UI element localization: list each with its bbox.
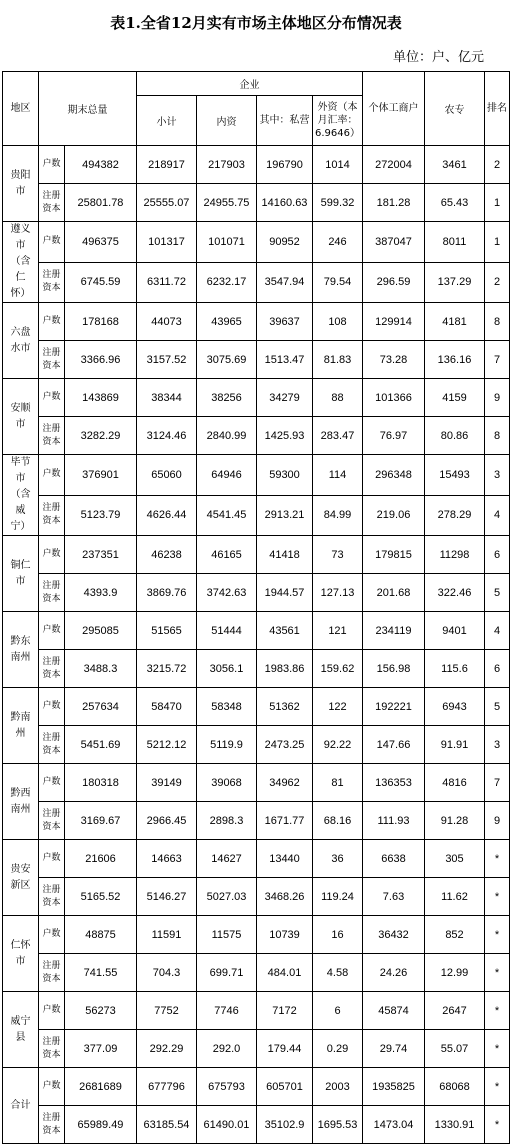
value-cell: 45874 xyxy=(363,992,425,1030)
header-rank: 排名 xyxy=(485,72,510,146)
table-row xyxy=(3,536,510,574)
page-title: 表1.全省12月实有市场主体地区分布情况表 xyxy=(110,14,402,32)
header-enterprise: 企业 xyxy=(137,72,363,96)
value-cell: 51362 xyxy=(257,688,313,726)
value-cell: 237351 xyxy=(65,536,137,574)
rank-cell: 6 xyxy=(485,536,510,574)
value-cell: 21606 xyxy=(65,840,137,878)
rank-cell: * xyxy=(485,840,510,878)
row-type-households: 户数 xyxy=(39,455,65,496)
row-type-households: 户数 xyxy=(39,916,65,954)
rank-cell: 4 xyxy=(485,495,510,536)
value-cell: 119.24 xyxy=(313,878,363,916)
rank-cell: 7 xyxy=(485,764,510,802)
value-cell: 11298 xyxy=(425,536,485,574)
value-cell: 3461 xyxy=(425,146,485,184)
value-cell: 387047 xyxy=(363,222,425,263)
value-cell: 322.46 xyxy=(425,574,485,612)
value-cell: 14627 xyxy=(197,840,257,878)
value-cell: 24.26 xyxy=(363,954,425,992)
row-type-capital: 注册资本 xyxy=(39,574,65,612)
value-cell: 5451.69 xyxy=(65,726,137,764)
row-type-households: 户数 xyxy=(39,688,65,726)
value-cell: 59300 xyxy=(257,455,313,496)
value-cell: 2913.21 xyxy=(257,495,313,536)
row-type-households: 户数 xyxy=(39,1068,65,1106)
value-cell: 9401 xyxy=(425,612,485,650)
region-name: 贵安新区 xyxy=(3,840,39,916)
value-cell: 6232.17 xyxy=(197,262,257,303)
value-cell: 4541.45 xyxy=(197,495,257,536)
value-cell: 852 xyxy=(425,916,485,954)
value-cell: 6 xyxy=(313,992,363,1030)
value-cell: 4626.44 xyxy=(137,495,197,536)
value-cell: 283.47 xyxy=(313,417,363,455)
value-cell: 43965 xyxy=(197,303,257,341)
row-type-households: 户数 xyxy=(39,764,65,802)
table-row xyxy=(3,726,510,764)
value-cell: 218917 xyxy=(137,146,197,184)
value-cell: 43561 xyxy=(257,612,313,650)
value-cell: 5212.12 xyxy=(137,726,197,764)
value-cell: 1944.57 xyxy=(257,574,313,612)
header-subtotal: 小计 xyxy=(137,96,197,146)
region-name: 毕节市（含威宁） xyxy=(3,455,39,536)
table-row xyxy=(3,146,510,184)
rank-cell: 5 xyxy=(485,688,510,726)
value-cell: 272004 xyxy=(363,146,425,184)
value-cell: 10739 xyxy=(257,916,313,954)
table-row xyxy=(3,574,510,612)
value-cell: 180318 xyxy=(65,764,137,802)
value-cell: 101366 xyxy=(363,379,425,417)
value-cell: 5123.79 xyxy=(65,495,137,536)
value-cell: 11575 xyxy=(197,916,257,954)
value-cell: 114 xyxy=(313,455,363,496)
value-cell: 219.06 xyxy=(363,495,425,536)
value-cell: 108 xyxy=(313,303,363,341)
row-type-capital: 注册资本 xyxy=(39,1106,65,1144)
value-cell: 179815 xyxy=(363,536,425,574)
value-cell: 2898.3 xyxy=(197,802,257,840)
value-cell: 51565 xyxy=(137,612,197,650)
value-cell: 1513.47 xyxy=(257,341,313,379)
rank-cell: 7 xyxy=(485,341,510,379)
value-cell: 3742.63 xyxy=(197,574,257,612)
value-cell: 65989.49 xyxy=(65,1106,137,1144)
value-cell: 7.63 xyxy=(363,878,425,916)
region-name: 威宁县 xyxy=(3,992,39,1068)
value-cell: 6638 xyxy=(363,840,425,878)
table-row xyxy=(3,303,510,341)
header-foreign: 外资（本月汇率：6.9646） xyxy=(313,96,363,146)
value-cell: 65.43 xyxy=(425,184,485,222)
value-cell: 4159 xyxy=(425,379,485,417)
table-row xyxy=(3,878,510,916)
value-cell: 1330.91 xyxy=(425,1106,485,1144)
value-cell: 68.16 xyxy=(313,802,363,840)
rank-cell: 6 xyxy=(485,650,510,688)
header-region: 地区 xyxy=(3,72,39,146)
value-cell: 1695.53 xyxy=(313,1106,363,1144)
value-cell: 8011 xyxy=(425,222,485,263)
value-cell: 4.58 xyxy=(313,954,363,992)
value-cell: 61490.01 xyxy=(197,1106,257,1144)
value-cell: 36432 xyxy=(363,916,425,954)
row-type-capital: 注册资本 xyxy=(39,1030,65,1068)
value-cell: 217903 xyxy=(197,146,257,184)
value-cell: 496375 xyxy=(65,222,137,263)
value-cell: 25801.78 xyxy=(65,184,137,222)
value-cell: 92.22 xyxy=(313,726,363,764)
rank-cell: * xyxy=(485,1106,510,1144)
value-cell: 196790 xyxy=(257,146,313,184)
region-name: 遵义市（含仁怀） xyxy=(3,222,39,303)
value-cell: 1671.77 xyxy=(257,802,313,840)
value-cell: 675793 xyxy=(197,1068,257,1106)
value-cell: 3282.29 xyxy=(65,417,137,455)
header-total: 期末总量 xyxy=(39,72,137,146)
value-cell: 111.93 xyxy=(363,802,425,840)
rank-cell: 2 xyxy=(485,262,510,303)
value-cell: 296348 xyxy=(363,455,425,496)
row-type-capital: 注册资本 xyxy=(39,495,65,536)
value-cell: 246 xyxy=(313,222,363,263)
value-cell: 129914 xyxy=(363,303,425,341)
table-row xyxy=(3,764,510,802)
value-cell: 68068 xyxy=(425,1068,485,1106)
value-cell: 181.28 xyxy=(363,184,425,222)
table-body xyxy=(3,146,510,1144)
header-private: 其中：私营 xyxy=(257,96,313,146)
value-cell: 84.99 xyxy=(313,495,363,536)
value-cell: 4393.9 xyxy=(65,574,137,612)
value-cell: 29.74 xyxy=(363,1030,425,1068)
value-cell: 2681689 xyxy=(65,1068,137,1106)
value-cell: 2647 xyxy=(425,992,485,1030)
value-cell: 677796 xyxy=(137,1068,197,1106)
region-name: 黔西南州 xyxy=(3,764,39,840)
region-name: 铜仁市 xyxy=(3,536,39,612)
value-cell: 14160.63 xyxy=(257,184,313,222)
row-type-capital: 注册资本 xyxy=(39,341,65,379)
row-type-capital: 注册资本 xyxy=(39,802,65,840)
table-row xyxy=(3,612,510,650)
value-cell: 101317 xyxy=(137,222,197,263)
value-cell: 3488.3 xyxy=(65,650,137,688)
value-cell: 73 xyxy=(313,536,363,574)
value-cell: 136.16 xyxy=(425,341,485,379)
rank-cell: 9 xyxy=(485,379,510,417)
row-type-households: 户数 xyxy=(39,536,65,574)
value-cell: 46165 xyxy=(197,536,257,574)
rank-cell: 1 xyxy=(485,222,510,263)
table-row xyxy=(3,1106,510,1144)
value-cell: 2003 xyxy=(313,1068,363,1106)
value-cell: 16 xyxy=(313,916,363,954)
rank-cell: 3 xyxy=(485,726,510,764)
market-entity-table xyxy=(2,71,510,1144)
value-cell: 296.59 xyxy=(363,262,425,303)
row-type-capital: 注册资本 xyxy=(39,650,65,688)
value-cell: 156.98 xyxy=(363,650,425,688)
value-cell: 147.66 xyxy=(363,726,425,764)
table-row xyxy=(3,802,510,840)
value-cell: 305 xyxy=(425,840,485,878)
value-cell: 91.28 xyxy=(425,802,485,840)
table-row xyxy=(3,495,510,536)
value-cell: 7752 xyxy=(137,992,197,1030)
value-cell: 494382 xyxy=(65,146,137,184)
value-cell: 704.3 xyxy=(137,954,197,992)
value-cell: 34962 xyxy=(257,764,313,802)
value-cell: 201.68 xyxy=(363,574,425,612)
table-row xyxy=(3,840,510,878)
rank-cell: * xyxy=(485,878,510,916)
value-cell: 51444 xyxy=(197,612,257,650)
table-row xyxy=(3,650,510,688)
value-cell: 13440 xyxy=(257,840,313,878)
value-cell: 136353 xyxy=(363,764,425,802)
value-cell: 76.97 xyxy=(363,417,425,455)
value-cell: 257634 xyxy=(65,688,137,726)
table-row xyxy=(3,262,510,303)
row-type-households: 户数 xyxy=(39,222,65,263)
table-row xyxy=(3,184,510,222)
value-cell: 91.91 xyxy=(425,726,485,764)
value-cell: 46238 xyxy=(137,536,197,574)
value-cell: 3215.72 xyxy=(137,650,197,688)
value-cell: 234119 xyxy=(363,612,425,650)
table-row xyxy=(3,916,510,954)
value-cell: 39068 xyxy=(197,764,257,802)
row-type-capital: 注册资本 xyxy=(39,262,65,303)
value-cell: 3169.67 xyxy=(65,802,137,840)
value-cell: 377.09 xyxy=(65,1030,137,1068)
value-cell: 3366.96 xyxy=(65,341,137,379)
value-cell: 63185.54 xyxy=(137,1106,197,1144)
row-type-households: 户数 xyxy=(39,379,65,417)
value-cell: 3869.76 xyxy=(137,574,197,612)
value-cell: 179.44 xyxy=(257,1030,313,1068)
value-cell: 5119.9 xyxy=(197,726,257,764)
value-cell: 1983.86 xyxy=(257,650,313,688)
value-cell: 12.99 xyxy=(425,954,485,992)
value-cell: 48875 xyxy=(65,916,137,954)
value-cell: 7746 xyxy=(197,992,257,1030)
value-cell: 3075.69 xyxy=(197,341,257,379)
table-row xyxy=(3,1030,510,1068)
row-type-households: 户数 xyxy=(39,146,65,184)
value-cell: 699.71 xyxy=(197,954,257,992)
region-name: 合计 xyxy=(3,1068,39,1144)
value-cell: 65060 xyxy=(137,455,197,496)
value-cell: 192221 xyxy=(363,688,425,726)
value-cell: 2473.25 xyxy=(257,726,313,764)
value-cell: 741.55 xyxy=(65,954,137,992)
header-individual: 个体工商户 xyxy=(363,72,425,146)
value-cell: 159.62 xyxy=(313,650,363,688)
value-cell: 5027.03 xyxy=(197,878,257,916)
value-cell: 55.07 xyxy=(425,1030,485,1068)
value-cell: 39149 xyxy=(137,764,197,802)
table-row xyxy=(3,417,510,455)
table-row xyxy=(3,992,510,1030)
value-cell: 2966.45 xyxy=(137,802,197,840)
value-cell: 143869 xyxy=(65,379,137,417)
rank-cell: * xyxy=(485,954,510,992)
value-cell: 7172 xyxy=(257,992,313,1030)
value-cell: 88 xyxy=(313,379,363,417)
value-cell: 58470 xyxy=(137,688,197,726)
value-cell: 101071 xyxy=(197,222,257,263)
table-row xyxy=(3,341,510,379)
value-cell: 24955.75 xyxy=(197,184,257,222)
row-type-households: 户数 xyxy=(39,612,65,650)
value-cell: 58348 xyxy=(197,688,257,726)
value-cell: 1014 xyxy=(313,146,363,184)
value-cell: 599.32 xyxy=(313,184,363,222)
value-cell: 0.29 xyxy=(313,1030,363,1068)
value-cell: 90952 xyxy=(257,222,313,263)
value-cell: 15493 xyxy=(425,455,485,496)
value-cell: 3468.26 xyxy=(257,878,313,916)
rank-cell: * xyxy=(485,1068,510,1106)
region-name: 仁怀市 xyxy=(3,916,39,992)
value-cell: 278.29 xyxy=(425,495,485,536)
value-cell: 73.28 xyxy=(363,341,425,379)
rank-cell: 2 xyxy=(485,146,510,184)
row-type-capital: 注册资本 xyxy=(39,184,65,222)
value-cell: 35102.9 xyxy=(257,1106,313,1144)
rank-cell: 5 xyxy=(485,574,510,612)
value-cell: 6943 xyxy=(425,688,485,726)
value-cell: 3547.94 xyxy=(257,262,313,303)
value-cell: 3056.1 xyxy=(197,650,257,688)
rank-cell: 9 xyxy=(485,802,510,840)
table-row xyxy=(3,1068,510,1106)
value-cell: 115.6 xyxy=(425,650,485,688)
value-cell: 11.62 xyxy=(425,878,485,916)
row-type-households: 户数 xyxy=(39,840,65,878)
value-cell: 34279 xyxy=(257,379,313,417)
row-type-households: 户数 xyxy=(39,992,65,1030)
value-cell: 6745.59 xyxy=(65,262,137,303)
row-type-capital: 注册资本 xyxy=(39,726,65,764)
value-cell: 81 xyxy=(313,764,363,802)
table-row xyxy=(3,954,510,992)
value-cell: 80.86 xyxy=(425,417,485,455)
value-cell: 81.83 xyxy=(313,341,363,379)
value-cell: 39637 xyxy=(257,303,313,341)
table-row xyxy=(3,379,510,417)
value-cell: 1425.93 xyxy=(257,417,313,455)
value-cell: 1473.04 xyxy=(363,1106,425,1144)
value-cell: 25555.07 xyxy=(137,184,197,222)
value-cell: 3124.46 xyxy=(137,417,197,455)
table-row xyxy=(3,688,510,726)
value-cell: 605701 xyxy=(257,1068,313,1106)
value-cell: 41418 xyxy=(257,536,313,574)
rank-cell: 8 xyxy=(485,417,510,455)
value-cell: 64946 xyxy=(197,455,257,496)
value-cell: 14663 xyxy=(137,840,197,878)
value-cell: 292.0 xyxy=(197,1030,257,1068)
row-type-capital: 注册资本 xyxy=(39,878,65,916)
value-cell: 295085 xyxy=(65,612,137,650)
value-cell: 38256 xyxy=(197,379,257,417)
value-cell: 122 xyxy=(313,688,363,726)
value-cell: 11591 xyxy=(137,916,197,954)
value-cell: 4816 xyxy=(425,764,485,802)
value-cell: 56273 xyxy=(65,992,137,1030)
value-cell: 4181 xyxy=(425,303,485,341)
region-name: 六盘水市 xyxy=(3,303,39,379)
header-farmer: 农专 xyxy=(425,72,485,146)
value-cell: 1935825 xyxy=(363,1068,425,1106)
header-domestic: 内资 xyxy=(197,96,257,146)
value-cell: 178168 xyxy=(65,303,137,341)
row-type-capital: 注册资本 xyxy=(39,954,65,992)
value-cell: 3157.52 xyxy=(137,341,197,379)
value-cell: 2840.99 xyxy=(197,417,257,455)
value-cell: 127.13 xyxy=(313,574,363,612)
region-name: 安顺市 xyxy=(3,379,39,455)
table-row xyxy=(3,222,510,263)
rank-cell: 3 xyxy=(485,455,510,496)
row-type-households: 户数 xyxy=(39,303,65,341)
region-name: 黔南州 xyxy=(3,688,39,764)
rank-cell: 8 xyxy=(485,303,510,341)
value-cell: 36 xyxy=(313,840,363,878)
unit-label: 单位：户、亿元 xyxy=(392,50,484,65)
rank-cell: * xyxy=(485,992,510,1030)
rank-cell: * xyxy=(485,1030,510,1068)
value-cell: 6311.72 xyxy=(137,262,197,303)
value-cell: 376901 xyxy=(65,455,137,496)
table-row xyxy=(3,455,510,496)
value-cell: 121 xyxy=(313,612,363,650)
value-cell: 484.01 xyxy=(257,954,313,992)
value-cell: 38344 xyxy=(137,379,197,417)
value-cell: 5146.27 xyxy=(137,878,197,916)
value-cell: 137.29 xyxy=(425,262,485,303)
value-cell: 79.54 xyxy=(313,262,363,303)
value-cell: 292.29 xyxy=(137,1030,197,1068)
value-cell: 5165.52 xyxy=(65,878,137,916)
rank-cell: 4 xyxy=(485,612,510,650)
region-name: 贵阳市 xyxy=(3,146,39,222)
region-name: 黔东南州 xyxy=(3,612,39,688)
value-cell: 44073 xyxy=(137,303,197,341)
row-type-capital: 注册资本 xyxy=(39,417,65,455)
rank-cell: * xyxy=(485,916,510,954)
rank-cell: 1 xyxy=(485,184,510,222)
